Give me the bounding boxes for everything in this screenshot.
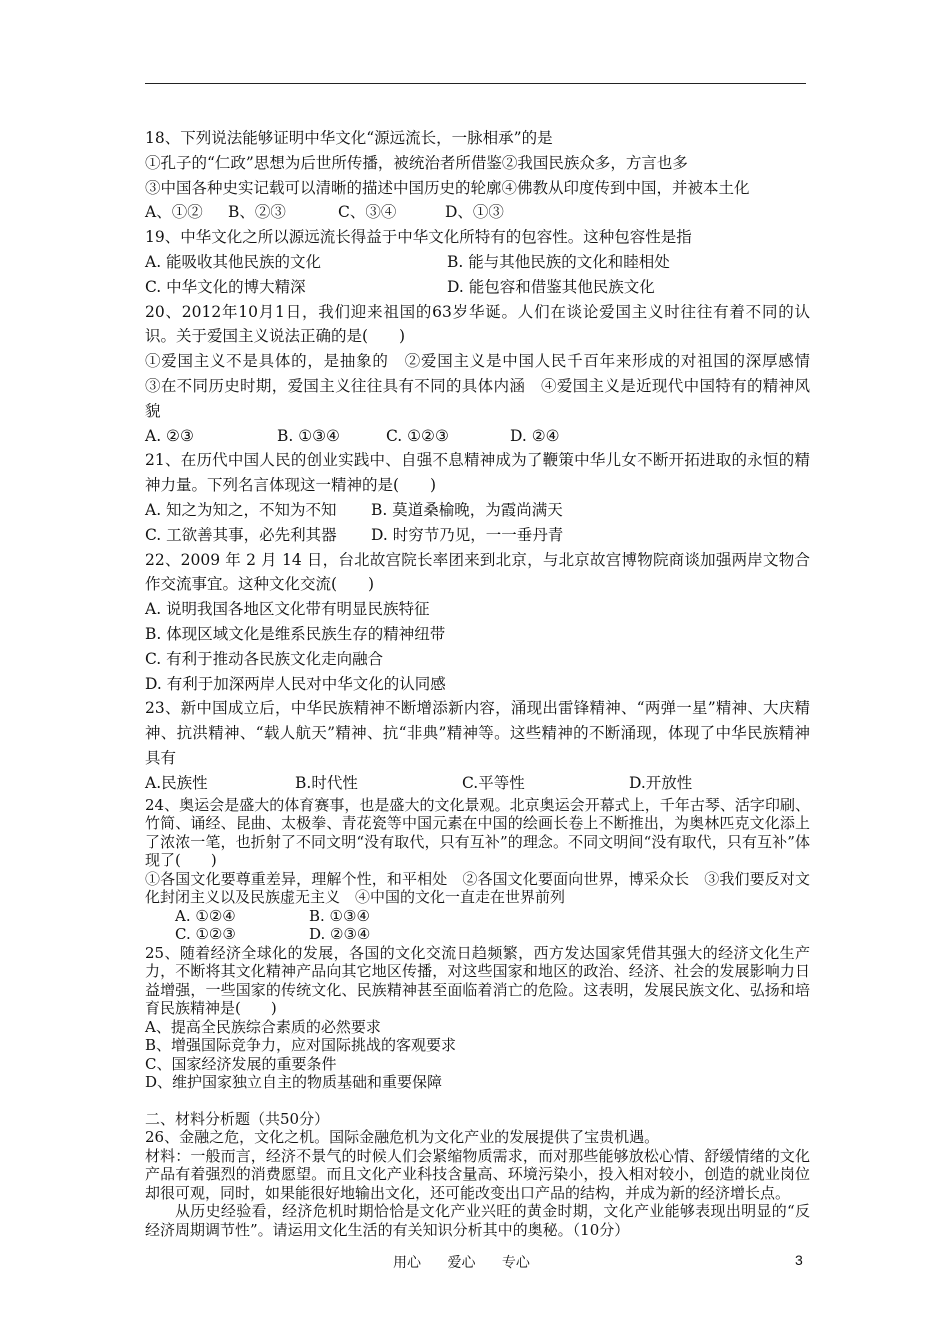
question-stem: 26、金融之危，文化之机。国际金融危机为文化产业的发展提供了宝贵机遇。 <box>145 1128 660 1147</box>
section-material-analysis <box>145 1110 810 1240</box>
answer-options-row <box>145 250 810 275</box>
option-b: B、②③ <box>228 203 286 222</box>
statement-line: ①孔子的“仁政”思想为后世所传播，被统治者所借鉴②我国民族众多，方言也多 <box>145 153 688 172</box>
option-b: B. 能与其他民族的文化和睦相处 <box>447 252 670 271</box>
question-24 <box>145 796 810 944</box>
answer-options-row <box>145 523 810 548</box>
answer-options-row <box>145 498 810 523</box>
option-c: C. 工欲善其事，必先利其器 <box>145 525 337 544</box>
question-20 <box>145 300 826 449</box>
question-19 <box>145 225 810 299</box>
option-a: A. 知之为知之，不知为不知 <box>145 500 337 519</box>
question-stem: 20、2012年10月1日，我们迎来祖国的63岁华诞。人们在谈论爱国主义时往往有着不同的认识。关于爱国主义说法正确的是( ) <box>145 302 810 346</box>
option-b: B. ①③④ <box>309 906 370 925</box>
option-d: D、①③ <box>445 203 504 222</box>
option-d: D. ②④ <box>510 426 560 445</box>
question-18 <box>145 126 810 225</box>
option-c: C、国家经济发展的重要条件 <box>145 1054 337 1073</box>
question-22 <box>145 548 810 697</box>
answer-options <box>145 424 810 449</box>
section-gap <box>145 1092 810 1110</box>
answer-options <box>145 200 810 225</box>
question-stem: 22、2009 年 2 月 14 日，台北故宫院长率团来到北京，与北京故宫博物院商谈加强两岸文物合作交流事宜。这种文化交流( ) <box>145 550 810 594</box>
option-c: C. 中华文化的博大精深 <box>145 277 306 296</box>
question-stem: 25、随着经济全球化的发展，各国的文化交流日趋频繁，西方发达国家凭借其强大的经济文化生产力，不断将其文化精神产品向其它地区传播，对这些国家和地区的政治、经济、社会的发展影响力日益增强，一些国家的传统文化、民族精神甚至面临着消亡的危险。这表明，发展民族文化、弘扬和培育民族精神是( ) <box>145 943 810 1018</box>
option-d: D. ②③④ <box>309 925 371 944</box>
page-number: 3 <box>795 1252 803 1268</box>
question-stem: 24、奥运会是盛大的体育赛事，也是盛大的文化景观。北京奥运会开幕式上，千年古琴、活字印刷、竹简、诵经、昆曲、太极拳、青花瓷等中国元素在中国的绘画长卷上不断推出，为奥林匹克文化添上了浓浓一笔，也折射了不同文明“没有取代，只有互补”的理念。不同文明间“没有取代，只有互补”体现了( ) <box>145 795 810 870</box>
question-prompt: 从历史经验看，经济危机时期恰恰是文化产业兴旺的黄金时期，文化产业能够表现出明显的“反经济周期调节性”。请运用文化生活的有关知识分析其中的奥秘。（10分） <box>145 1202 810 1239</box>
answer-options-row <box>145 275 810 300</box>
question-stem: 21、在历代中国人民的创业实践中、自强不息精神成为了鞭策中华儿女不断开拓进取的永恒的精神力量。下列名言体现这一精神的是( ) <box>145 451 810 495</box>
option-a: A、①② <box>145 203 203 222</box>
section-heading: 二、材料分析题（共50分） <box>145 1109 330 1128</box>
option-d: D. 时穷节乃见，一一垂丹青 <box>371 525 564 544</box>
question-stem: 18、下列说法能够证明中华文化“源远流长，一脉相承”的是 <box>145 129 553 147</box>
footer-motto: 用心 爱心 专心 <box>393 1255 530 1271</box>
option-a: A. 说明我国各地区文化带有明显民族特征 <box>145 600 430 619</box>
question-stem: 19、中华文化之所以源远流长得益于中华文化所特有的包容性。这种包容性是指 <box>145 228 692 247</box>
option-b: B.时代性 <box>295 773 358 792</box>
statement-block: ①各国文化要尊重差异，理解个性，和平相处 ②各国文化要面向世界，博采众长 ③我们要反对文化封闭主义以及民族虚无主义 ④中国的文化一直走在世界前列 <box>145 869 810 907</box>
option-a: A. ②③ <box>145 426 194 445</box>
option-c: C. 有利于推动各民族文化走向融合 <box>145 649 384 668</box>
option-a: A.民族性 <box>145 773 208 792</box>
option-c: C. ①②③ <box>175 925 236 944</box>
option-a: A. ①②④ <box>175 906 236 925</box>
option-a: A、提高全民族综合素质的必然要求 <box>145 1017 381 1036</box>
option-c: C. ①②③ <box>386 426 449 445</box>
answer-options <box>145 771 810 796</box>
question-25 <box>145 944 810 1092</box>
option-c: C.平等性 <box>462 773 525 792</box>
question-stem: 23、新中国成立后，中华民族精神不断增添新内容，涌现出雷锋精神、“两弹一星”精神、大庆精神、抗洪精神、“载人航天”精神、抗“非典”精神等。这些精神的不断涌现，体现了中华民族精神具有 <box>145 699 810 767</box>
option-d: D.开放性 <box>629 773 693 792</box>
answer-options-row <box>145 925 810 944</box>
statement-block: ①爱国主义不是具体的，是抽象的 ②爱国主义是中国人民千百年来形成的对祖国的深厚感情 ③在不同历史时期，爱国主义往往具有不同的具体内涵 ④爱国主义是近现代中国特有的精神风貌 <box>145 352 826 420</box>
option-a: A. 能吸收其他民族的文化 <box>145 252 322 271</box>
option-b: B、增强国际竞争力，应对国际挑战的客观要求 <box>145 1036 457 1055</box>
option-b: B. 体现区域文化是维系民族生存的精神纽带 <box>145 624 446 643</box>
option-d: D、维护国家独立自主的物质基础和重要保障 <box>145 1073 443 1092</box>
option-d: D. 有利于加深两岸人民对中华文化的认同感 <box>145 674 446 693</box>
option-b: B. ①③④ <box>277 426 340 445</box>
option-b: B. 莫道桑榆晚，为霞尚满天 <box>371 500 563 519</box>
question-23 <box>145 696 810 795</box>
statement-line: ③中国各种史实记载可以清晰的描述中国历史的轮廓④佛教从印度传到中国，并被本土化 <box>145 178 750 197</box>
header-rule <box>145 83 806 84</box>
exam-content <box>145 126 826 1239</box>
question-21 <box>145 448 810 547</box>
option-c: C、③④ <box>338 203 397 222</box>
answer-options-row <box>145 907 810 926</box>
material-text: 材料：一般而言，经济不景气的时候人们会紧缩物质需求，而对那些能够放松心情、舒缓情绪的文化产品有着强烈的消费愿望。而且文化产业科技含量高、环境污染小，投入相对较小，创造的就业岗位却很可观，同时，如果能很好地输出文化，还可能改变出口产品的结构，并成为新的经济增长点。 <box>145 1146 810 1202</box>
option-d: D. 能包容和借鉴其他民族文化 <box>447 277 655 296</box>
